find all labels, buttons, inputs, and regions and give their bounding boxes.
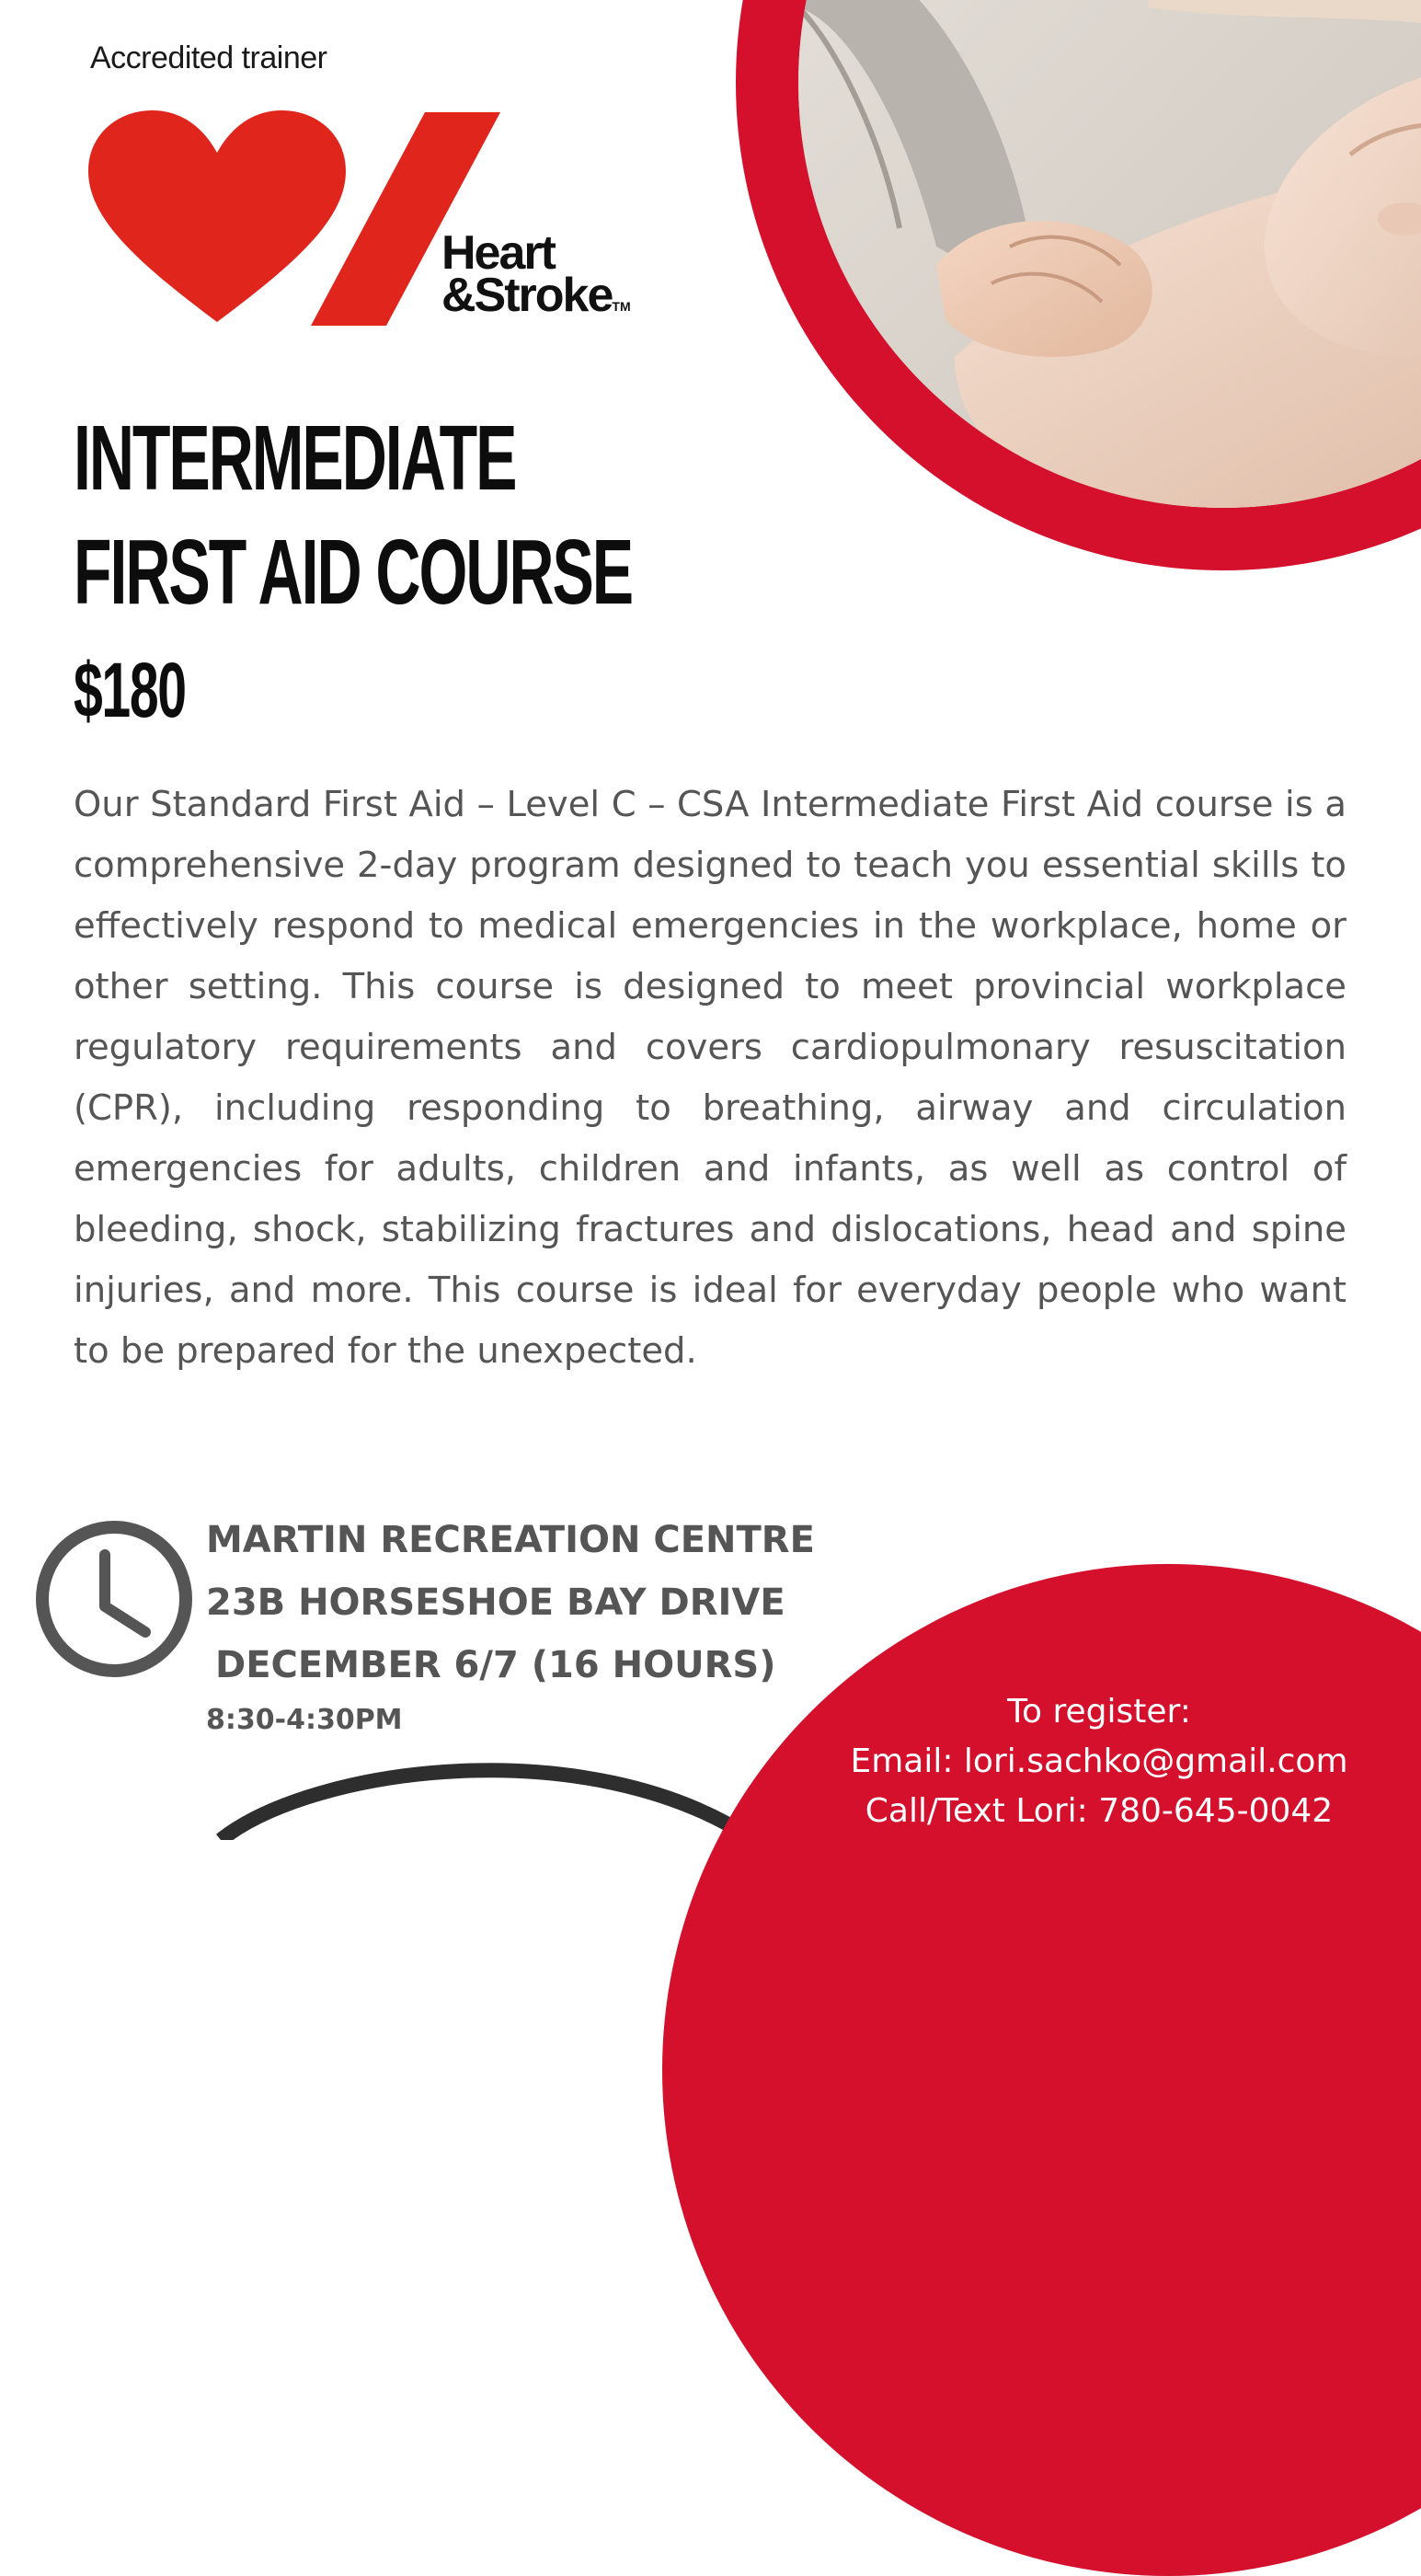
venue-address: 23B HORSESHOE BAY DRIVE bbox=[206, 1581, 785, 1624]
course-price: $180 bbox=[74, 647, 186, 733]
brand-line-2 bbox=[441, 269, 631, 328]
register-phone[interactable]: Call/Text Lori: 780-645-0042 bbox=[865, 1792, 1334, 1830]
course-dates: DECEMBER 6/7 (16 HOURS) bbox=[215, 1644, 776, 1686]
registration-info bbox=[828, 1687, 1370, 1836]
bottom-arc bbox=[202, 1739, 791, 1840]
clock-icon bbox=[33, 1518, 195, 1680]
venue-name: MARTIN RECREATION CENTRE bbox=[206, 1519, 815, 1561]
course-title-line-1: INTERMEDIATE bbox=[74, 407, 516, 510]
brand-line-1: Heart bbox=[441, 226, 555, 280]
accredited-trainer-label: Accredited trainer bbox=[90, 40, 327, 75]
register-email[interactable]: Email: lori.sachko@gmail.com bbox=[850, 1742, 1348, 1780]
trademark: TM bbox=[612, 299, 631, 314]
course-description: Our Standard First Aid – Level C – CSA Intermediate First Aid course is a comprehensive 2-day program designed to teach you essential skills to effectively respond to medical emergencies in the workplace, home or other setting. This course is designed to meet provincial workplace regulatory requirements and covers cardiopulmonary resuscitation (CPR), including responding to breathing, airway and circulation emergencies for adults, children and infants, as well as control of bleeding, shock, stabilizing fractures and dislocations, head and spine injuries, and more. This course is ideal for everyday people who want to be prepared for the unexpected. bbox=[74, 784, 1347, 1372]
course-time: 8:30-4:30PM bbox=[206, 1704, 403, 1736]
heart-stroke-brand bbox=[441, 226, 631, 328]
course-details bbox=[206, 1509, 815, 1744]
cpr-photo bbox=[798, 0, 1421, 508]
course-title-line-2: FIRST AID COURSE bbox=[74, 521, 633, 624]
heart-logo-icon bbox=[88, 110, 346, 331]
register-heading: To register: bbox=[1007, 1693, 1191, 1731]
course-title bbox=[74, 401, 632, 629]
brand-line-2-text: &Stroke bbox=[441, 269, 613, 322]
